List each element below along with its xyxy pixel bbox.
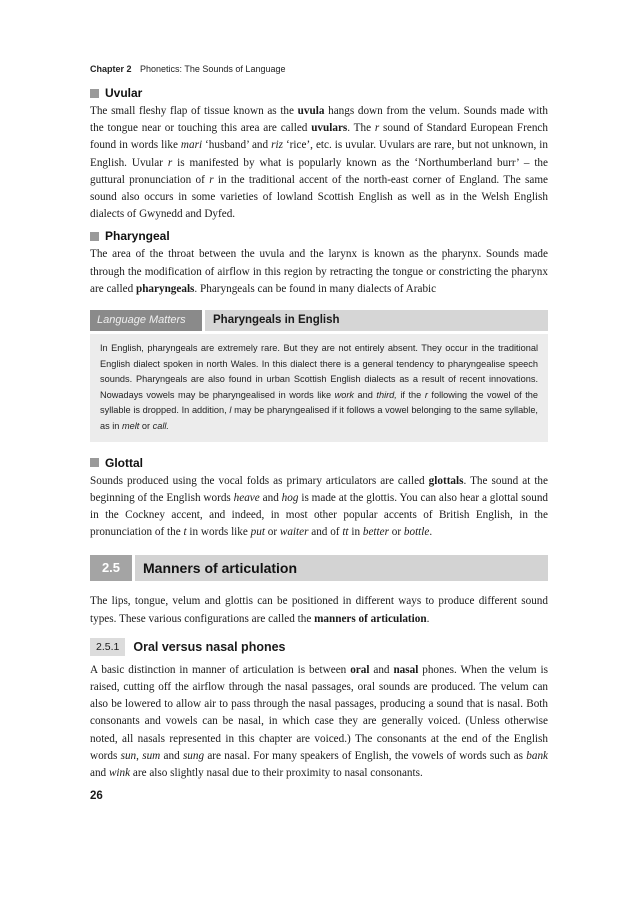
- uvular-paragraph: The small fleshy flap of tissue known as the uvula hangs down from the velum. Sounds made with the tongue near or touching this area are called uvulars. The r sound of Standard European French found in words like mari ‘husband’ and riz ‘rice’, etc. is uvular. Uvulars are rare, but not unknown, in English. Uvular r is manifested by what is popularly known as the ‘Northumberland burr’ – the guttural pronunciation of r in the traditional accent of the north-east corner of England. The same sound also occurs in some varieties of lowland Scottish English as well as in the Welsh English dialects of Gwynedd and Dyfed.: [90, 105, 549, 221]
- section-2-5-1-heading: [90, 638, 548, 656]
- glottal-heading-text: Glottal: [105, 455, 143, 470]
- running-head-title: Phonetics: The Sounds of Language: [140, 64, 286, 74]
- oral-nasal-paragraph: A basic distinction in manner of articulation is between oral and nasal phones. When the velum is raised, cutting off the airflow through the nasal passages, oral sounds are produced. The velum can also be lowered to allow air to pass through the nasal passages, producing a sound that is nasal. Both consonants and vowels can be nasal, in which case they are generally voiced. (Unless otherwise noted, all nasals represented in this chapter are voiced.) The consonants at the end of the English words sun, sum and sung are nasal. For many speakers of English, the vowels of words such as bank and wink are also slightly nasal due to their proximity to nasal consonants.: [90, 663, 549, 780]
- page-number: 26: [90, 790, 103, 803]
- glottal-heading: [90, 456, 548, 470]
- subsection-number: 2.5.1: [90, 638, 125, 656]
- section-number: 2.5: [90, 555, 132, 581]
- running-head-chapter: Chapter 2: [90, 64, 132, 74]
- manners-paragraph: The lips, tongue, velum and glottis can be positioned in different ways to produce different sound types. These various configurations are called the manners of articulation.: [90, 595, 548, 625]
- uvular-heading-text: Uvular: [105, 86, 143, 100]
- book-page: [90, 64, 548, 802]
- square-bullet-icon: [90, 458, 99, 467]
- language-matters-label: Language Matters: [90, 310, 202, 331]
- section-2-5-heading: [90, 555, 548, 581]
- square-bullet-icon: [90, 232, 99, 241]
- square-bullet-icon: [90, 89, 99, 98]
- language-matters-title: Pharyngeals in English: [205, 310, 548, 331]
- running-head: [90, 64, 548, 74]
- pharyngeal-heading-text: Pharyngeal: [105, 229, 170, 244]
- section-title: Manners of articulation: [135, 555, 548, 581]
- pharyngeal-paragraph: The area of the throat between the uvula and the larynx is known as the pharynx. Sounds made through the modification of airflow in this region by retracting the tongue or constricting the pharynx are called pharyngeals. Pharyngeals can be found in many dialects of Arabic: [90, 248, 548, 295]
- uvular-heading: [90, 86, 548, 100]
- pharyngeal-heading: [90, 229, 548, 243]
- language-matters-header: [90, 310, 548, 331]
- subsection-title: Oral versus nasal phones: [133, 639, 286, 654]
- glottal-paragraph: Sounds produced using the vocal folds as primary articulators are called glottals. The sound at the beginning of the English words heave and hog is made at the glottis. You can also hear a glottal sound in the Cockney accent, and indeed, in most other popular accents of British English, in the pronunciation of the t in words like put or waiter and of tt in better or bottle.: [90, 474, 549, 539]
- language-matters-body: In English, pharyngeals are extremely rare. But they are not entirely absent. They occur in the traditional English dialect spoken in north Wales. In this dialect there is a general tendency to pharyngealise speech sounds. Pharyngeals are also found in urban Scottish English dialects as a result of recent innovations. Nowadays vowels may be pharyngealised in words like work and third, if the r following the vowel of the syllable is dropped. In addition, l may be pharyngealised if it follows a vowel belonging to the same syllable, as in melt or call.: [90, 334, 548, 442]
